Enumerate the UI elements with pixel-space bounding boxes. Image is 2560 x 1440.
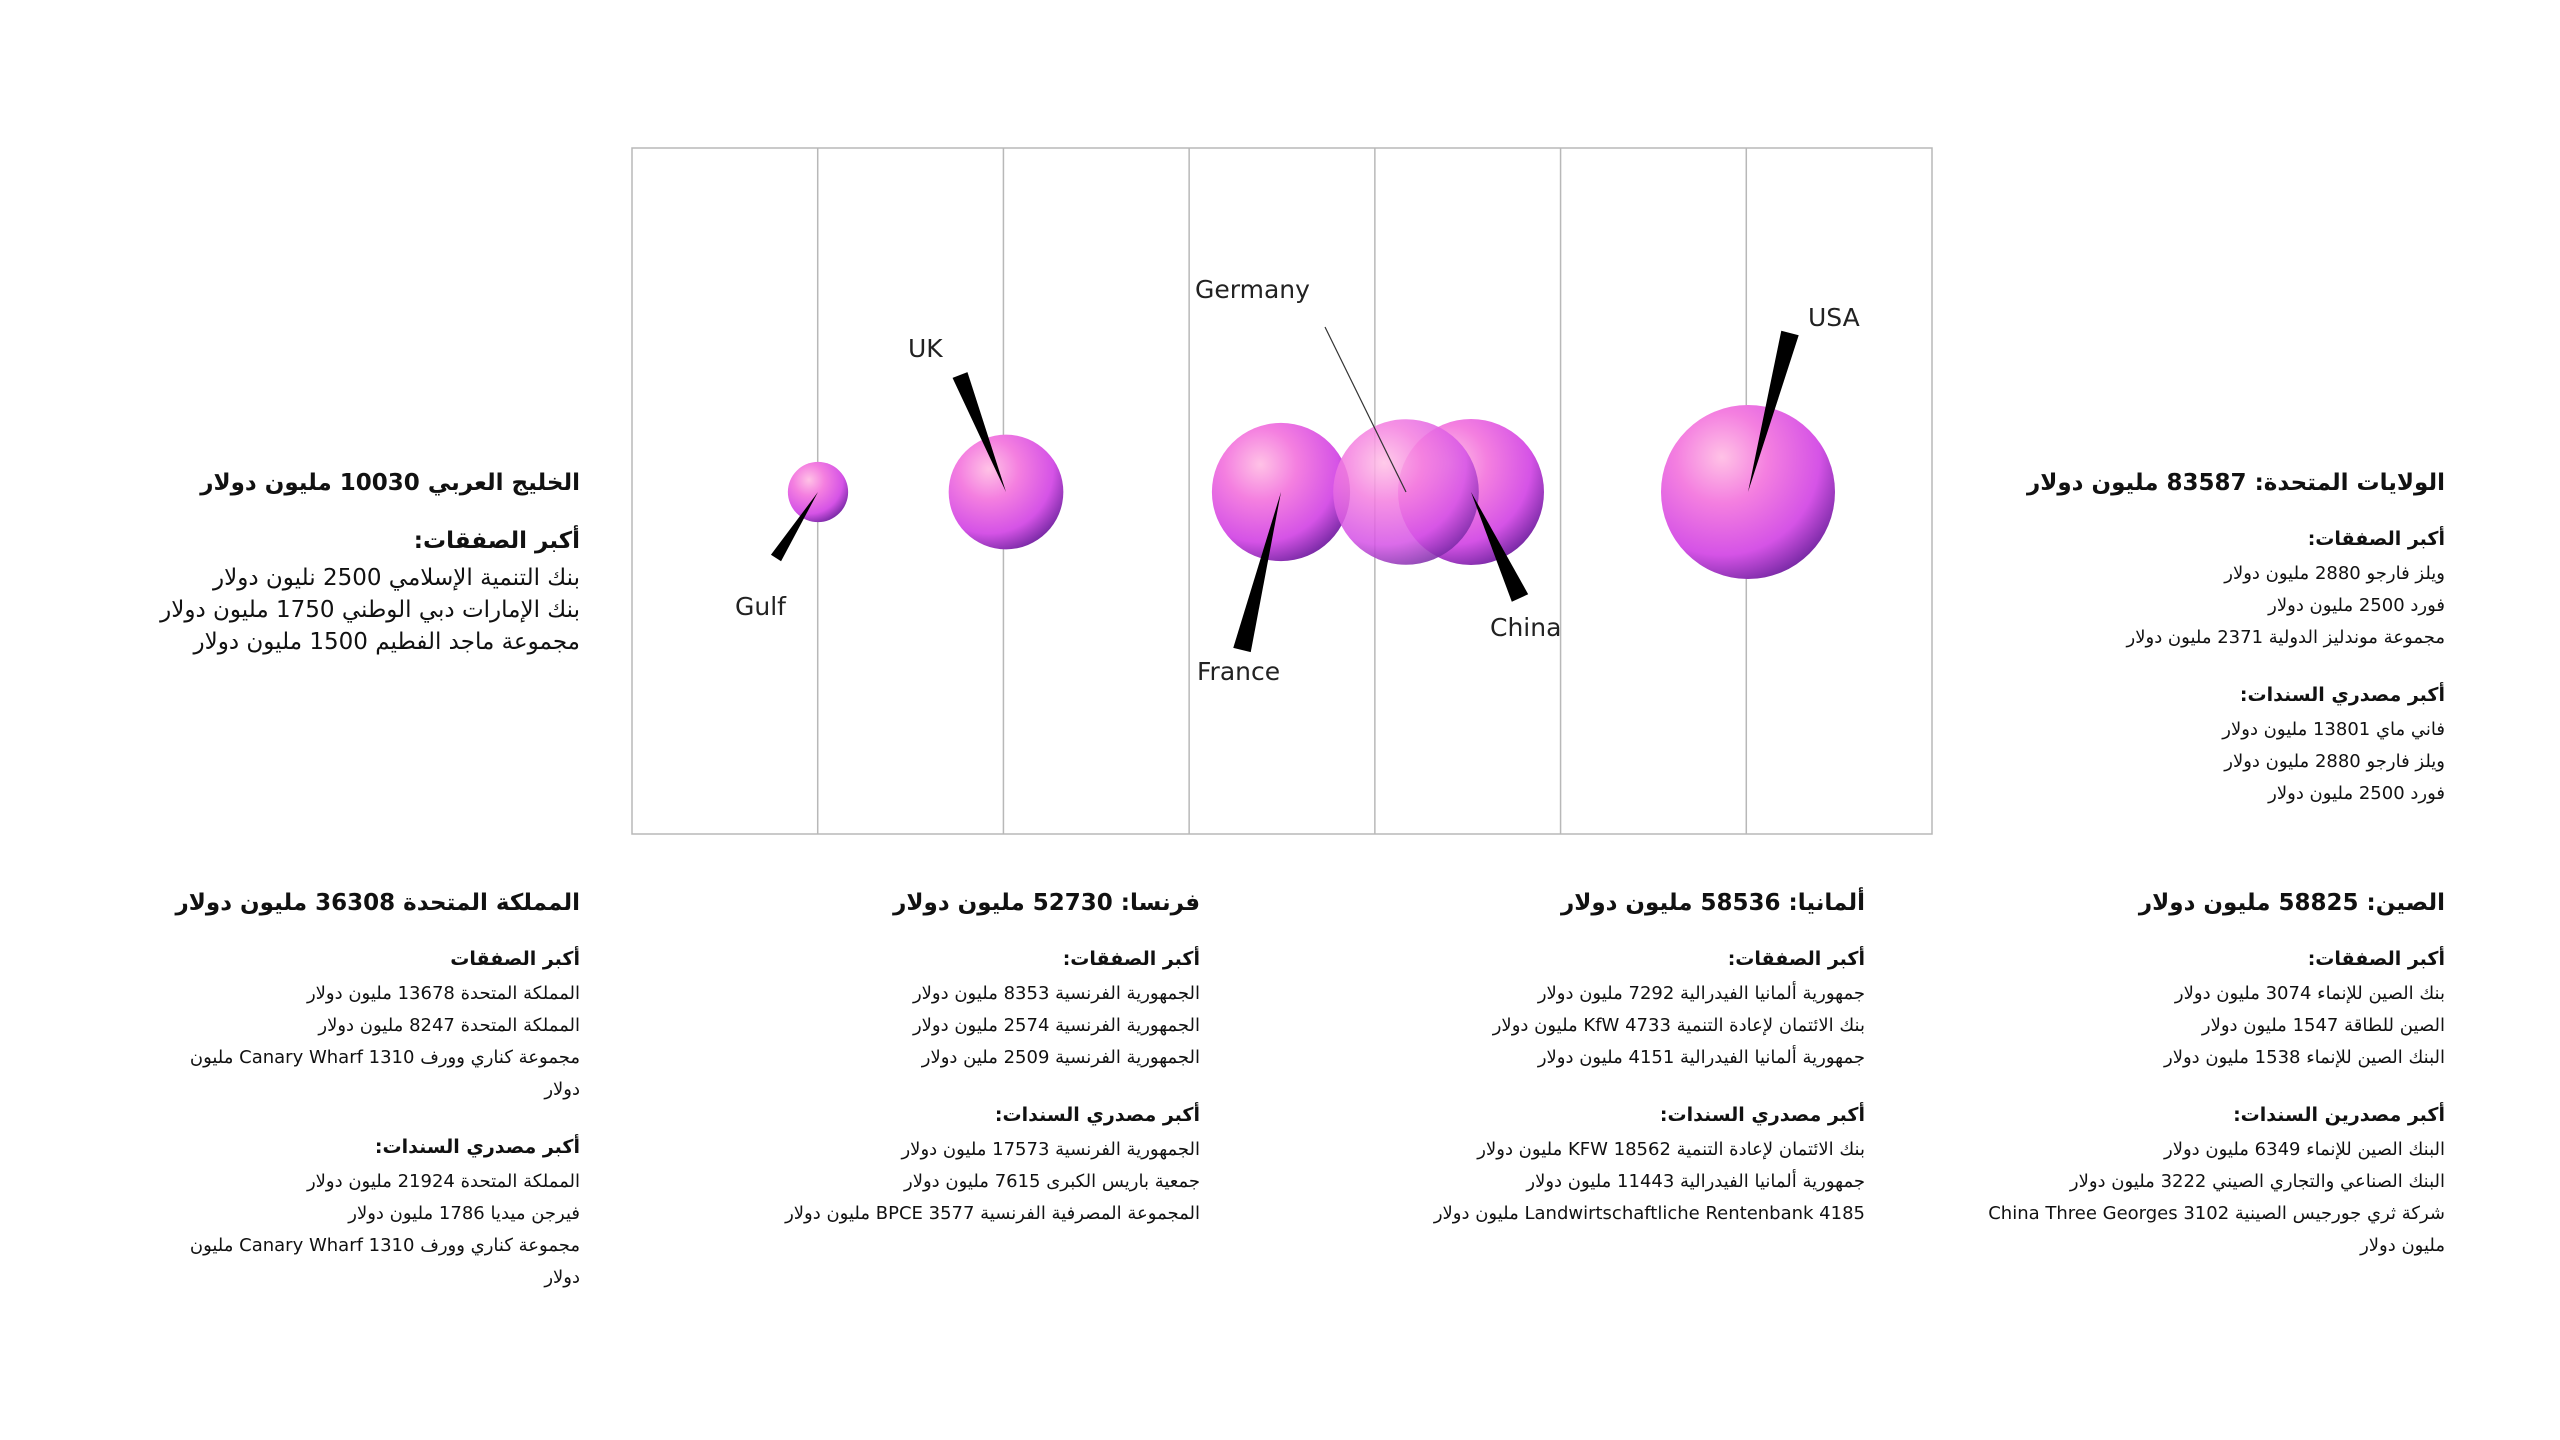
panel-germany-deals bbox=[1385, 978, 1865, 1074]
label-usa: USA bbox=[1808, 303, 1860, 332]
list-item: المملكة المتحدة 21924 مليون دولار bbox=[306, 1171, 580, 1192]
list-item: مجموعة ماجد الفطيم 1500 مليون دولار bbox=[193, 629, 580, 655]
list-item: الجمهورية الفرنسية 2574 مليون دولار bbox=[912, 1015, 1200, 1036]
label-gulf: Gulf bbox=[735, 592, 786, 621]
list-item: بنك الصين للإنماء 3074 مليون دولار bbox=[2174, 983, 2445, 1004]
panel-france-deals bbox=[700, 978, 1200, 1074]
list-item: البنك الصين للإنماء 6349 مليون دولار bbox=[2164, 1139, 2445, 1160]
list-item: ويلز فارجو 2880 مليون دولار bbox=[2224, 751, 2445, 772]
list-item: فورد 2500 مليون دولار bbox=[2268, 595, 2445, 616]
list-item: فورد 2500 مليون دولار bbox=[2268, 783, 2445, 804]
list-item: البنك الصناعي والتجاري الصيني 3222 مليون دولار bbox=[2069, 1171, 2445, 1192]
list-item: بنك التنمية الإسلامي 2500 نليون دولار bbox=[213, 565, 580, 591]
panel-uk-deals bbox=[150, 978, 580, 1106]
list-item: الجمهورية الفرنسية 17573 مليون دولار bbox=[901, 1139, 1200, 1160]
list-item: مجموعة موندليز الدولية 2371 مليون دولار bbox=[2126, 627, 2445, 648]
list-item: بنك الإمارات دبي الوطني 1750 مليون دولار bbox=[160, 597, 580, 623]
panel-china-issuers-heading: أكبر مصدرين السندات: bbox=[2233, 1104, 2445, 1126]
panel-gulf-deals-heading: أكبر الصفقات: bbox=[413, 528, 580, 554]
panel-germany-title: ألمانيا: 58536 مليون دولار bbox=[1560, 890, 1865, 916]
panel-germany-deals-heading: أكبر الصفقات: bbox=[1727, 948, 1865, 970]
list-item: الجمهورية الفرنسية 8353 مليون دولار bbox=[912, 983, 1200, 1004]
list-item: جمهورية ألمانيا الفيدرالية 11443 مليون دولار bbox=[1526, 1171, 1865, 1192]
panel-usa-title: الولايات المتحدة: 83587 مليون دولار bbox=[2026, 470, 2445, 496]
list-item: مجموعة كناري وورف Canary Wharf 1310 مليون دولار bbox=[189, 1047, 580, 1100]
panel-germany-issuers-heading: أكبر مصدري السندات: bbox=[1659, 1104, 1865, 1126]
panel-usa-deals-heading: أكبر الصفقات: bbox=[2307, 528, 2445, 550]
panel-france bbox=[700, 890, 1200, 1260]
panel-uk-issuers bbox=[150, 1166, 580, 1294]
list-item: فيرجن ميديا 1786 مليون دولار bbox=[348, 1203, 580, 1224]
list-item: جمهورية ألمانيا الفيدرالية 4151 مليون دولار bbox=[1537, 1047, 1865, 1068]
list-item: ويلز فارجو 2880 مليون دولار bbox=[2224, 563, 2445, 584]
panel-usa-issuers bbox=[1975, 714, 2445, 810]
list-item: بنك الائتمان لإعادة التنمية 4733 KfW مليون دولار bbox=[1492, 1015, 1865, 1036]
label-france: France bbox=[1197, 657, 1281, 686]
list-item: المجموعة المصرفية الفرنسية BPCE 3577 مليون دولار bbox=[785, 1203, 1200, 1224]
panel-uk-issuers-heading: أكبر مصدري السندات: bbox=[374, 1136, 580, 1158]
panel-gulf-deals bbox=[150, 562, 580, 658]
label-china: China bbox=[1490, 613, 1562, 642]
panel-germany bbox=[1385, 890, 1865, 1260]
panel-gulf-title: الخليج العربي 10030 مليون دولار bbox=[200, 470, 580, 496]
label-uk: UK bbox=[908, 334, 943, 363]
list-item: الصين للطاقة 1547 مليون دولار bbox=[2201, 1015, 2445, 1036]
panel-france-title: فرنسا: 52730 مليون دولار bbox=[893, 890, 1200, 916]
list-item: جمعية باريس الكبرى 7615 مليون دولار bbox=[904, 1171, 1200, 1192]
panel-france-issuers bbox=[700, 1134, 1200, 1230]
panel-usa bbox=[1975, 470, 2445, 840]
list-item: مجموعة كناري وورف Canary Wharf 1310 مليون دولار bbox=[189, 1235, 580, 1288]
panel-uk bbox=[150, 890, 580, 1324]
panel-uk-title: المملكة المتحدة 36308 مليون دولار bbox=[175, 890, 580, 916]
bubble-layer bbox=[788, 405, 1835, 579]
panel-gulf bbox=[150, 470, 580, 688]
panel-china-deals bbox=[1985, 978, 2445, 1074]
panel-china bbox=[1985, 890, 2445, 1292]
panel-uk-deals-heading: أكبر الصفقات bbox=[450, 948, 580, 970]
panel-france-deals-heading: أكبر الصفقات: bbox=[1062, 948, 1200, 970]
list-item: المملكة المتحدة 8247 مليون دولار bbox=[318, 1015, 580, 1036]
list-item: جمهورية ألمانيا الفيدرالية 7292 مليون دولار bbox=[1537, 983, 1865, 1004]
list-item: الجمهورية الفرنسية 2509 ملين دولار bbox=[921, 1047, 1200, 1068]
panel-china-title: الصين: 58825 مليون دولار bbox=[2138, 890, 2445, 916]
list-item: بنك الائتمان لإعادة التنمية KFW 18562 مليون دولار bbox=[1477, 1139, 1865, 1160]
list-item: Landwirtschaftliche Rentenbank 4185 مليون دولار bbox=[1433, 1203, 1865, 1224]
panel-germany-issuers bbox=[1385, 1134, 1865, 1230]
list-item: شركة ثري جورجيس الصينية China Three Georges 3102 مليون دولار bbox=[1988, 1203, 2445, 1256]
panel-china-issuers bbox=[1985, 1134, 2445, 1262]
label-germany: Germany bbox=[1195, 275, 1310, 304]
list-item: المملكة المتحدة 13678 مليون دولار bbox=[306, 983, 580, 1004]
list-item: البنك الصين للإنماء 1538 مليون دولار bbox=[2164, 1047, 2445, 1068]
panel-china-deals-heading: أكبر الصفقات: bbox=[2307, 948, 2445, 970]
list-item: فاني ماي 13801 مليون دولار bbox=[2222, 719, 2445, 740]
panel-usa-deals bbox=[1975, 558, 2445, 654]
panel-france-issuers-heading: أكبر مصدري السندات: bbox=[994, 1104, 1200, 1126]
panel-usa-issuers-heading: أكبر مصدري السندات: bbox=[2239, 684, 2445, 706]
